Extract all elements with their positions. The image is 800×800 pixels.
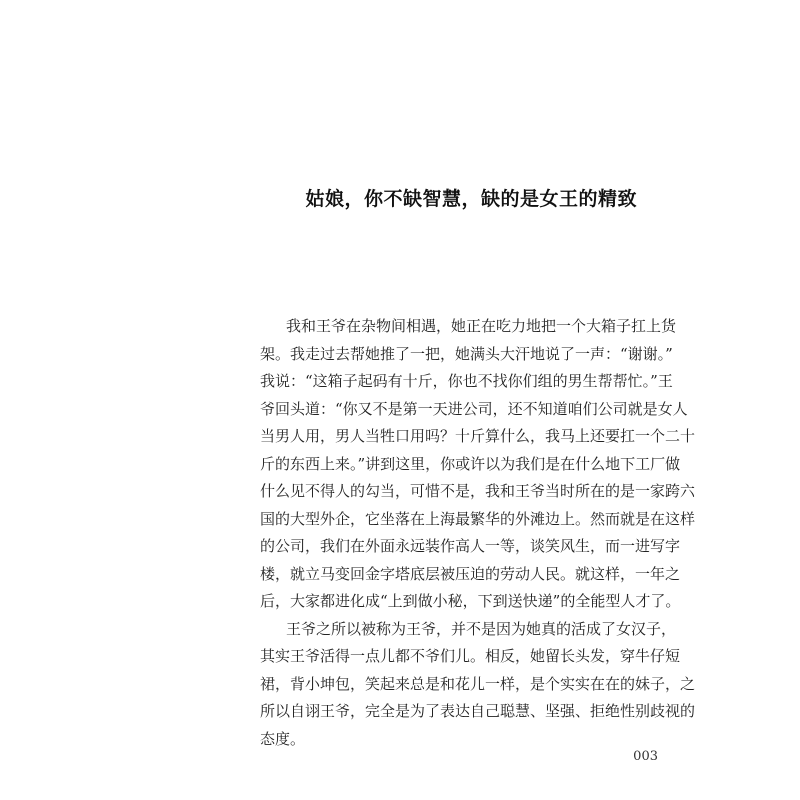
- paragraph: [260, 313, 696, 616]
- text-line: 斤的东西上来。”讲到这里，你或许以为我们是在什么地下工厂做: [260, 454, 681, 473]
- text-line: 当男人用，男人当牲口用吗？十斤算什么，我马上还要扛一个二十: [260, 427, 696, 445]
- text-line: 楼，就立马变回金字塔底层被压迫的劳动人民。就这样，一年之: [260, 564, 681, 583]
- text-line: 爷回头道：“你又不是第一天进公司，还不知道咱们公司就是女人: [260, 399, 688, 418]
- page-number: 003: [633, 749, 658, 764]
- body-text: [260, 313, 696, 753]
- text-line: 的公司，我们在外面永远装作高人一等，谈笑风生，而一进写字: [260, 537, 681, 555]
- text-line: 架。我走过去帮她推了一把，她满头大汗地说了一声：“谢谢。”: [260, 344, 673, 363]
- text-line: 所以自诩王爷，完全是为了表达自己聪慧、坚强、拒绝性别歧视的: [260, 702, 696, 720]
- text-line: 态度。: [260, 729, 306, 748]
- paragraph: [260, 616, 696, 754]
- text-line: 我说：“这箱子起码有十斤，你也不找你们组的男生帮帮忙。”王: [260, 372, 673, 390]
- text-line: 后，大家都进化成“上到做小秘，下到送快递”的全能型人才了。: [260, 592, 681, 610]
- text-line: 王爷之所以被称为王爷，并不是因为她真的活成了女汉子，: [286, 619, 677, 638]
- text-line: 裙，背小坤包，笑起来总是和花儿一样，是个实实在在的妹子，之: [260, 674, 696, 693]
- text-line: 其实王爷活得一点儿都不爷们儿。相反，她留长头发，穿牛仔短: [260, 647, 681, 665]
- text-line: 什么见不得人的勾当，可惜不是，我和王爷当时所在的是一家跨六: [260, 482, 696, 500]
- text-line: 国的大型外企，它坐落在上海最繁华的外滩边上。然而就是在这样: [260, 509, 696, 528]
- text-line: 我和王爷在杂物间相遇，她正在吃力地把一个大箱子扛上货: [286, 317, 677, 335]
- chapter-title: 姑娘，你不缺智慧，缺的是女王的精致: [305, 188, 637, 210]
